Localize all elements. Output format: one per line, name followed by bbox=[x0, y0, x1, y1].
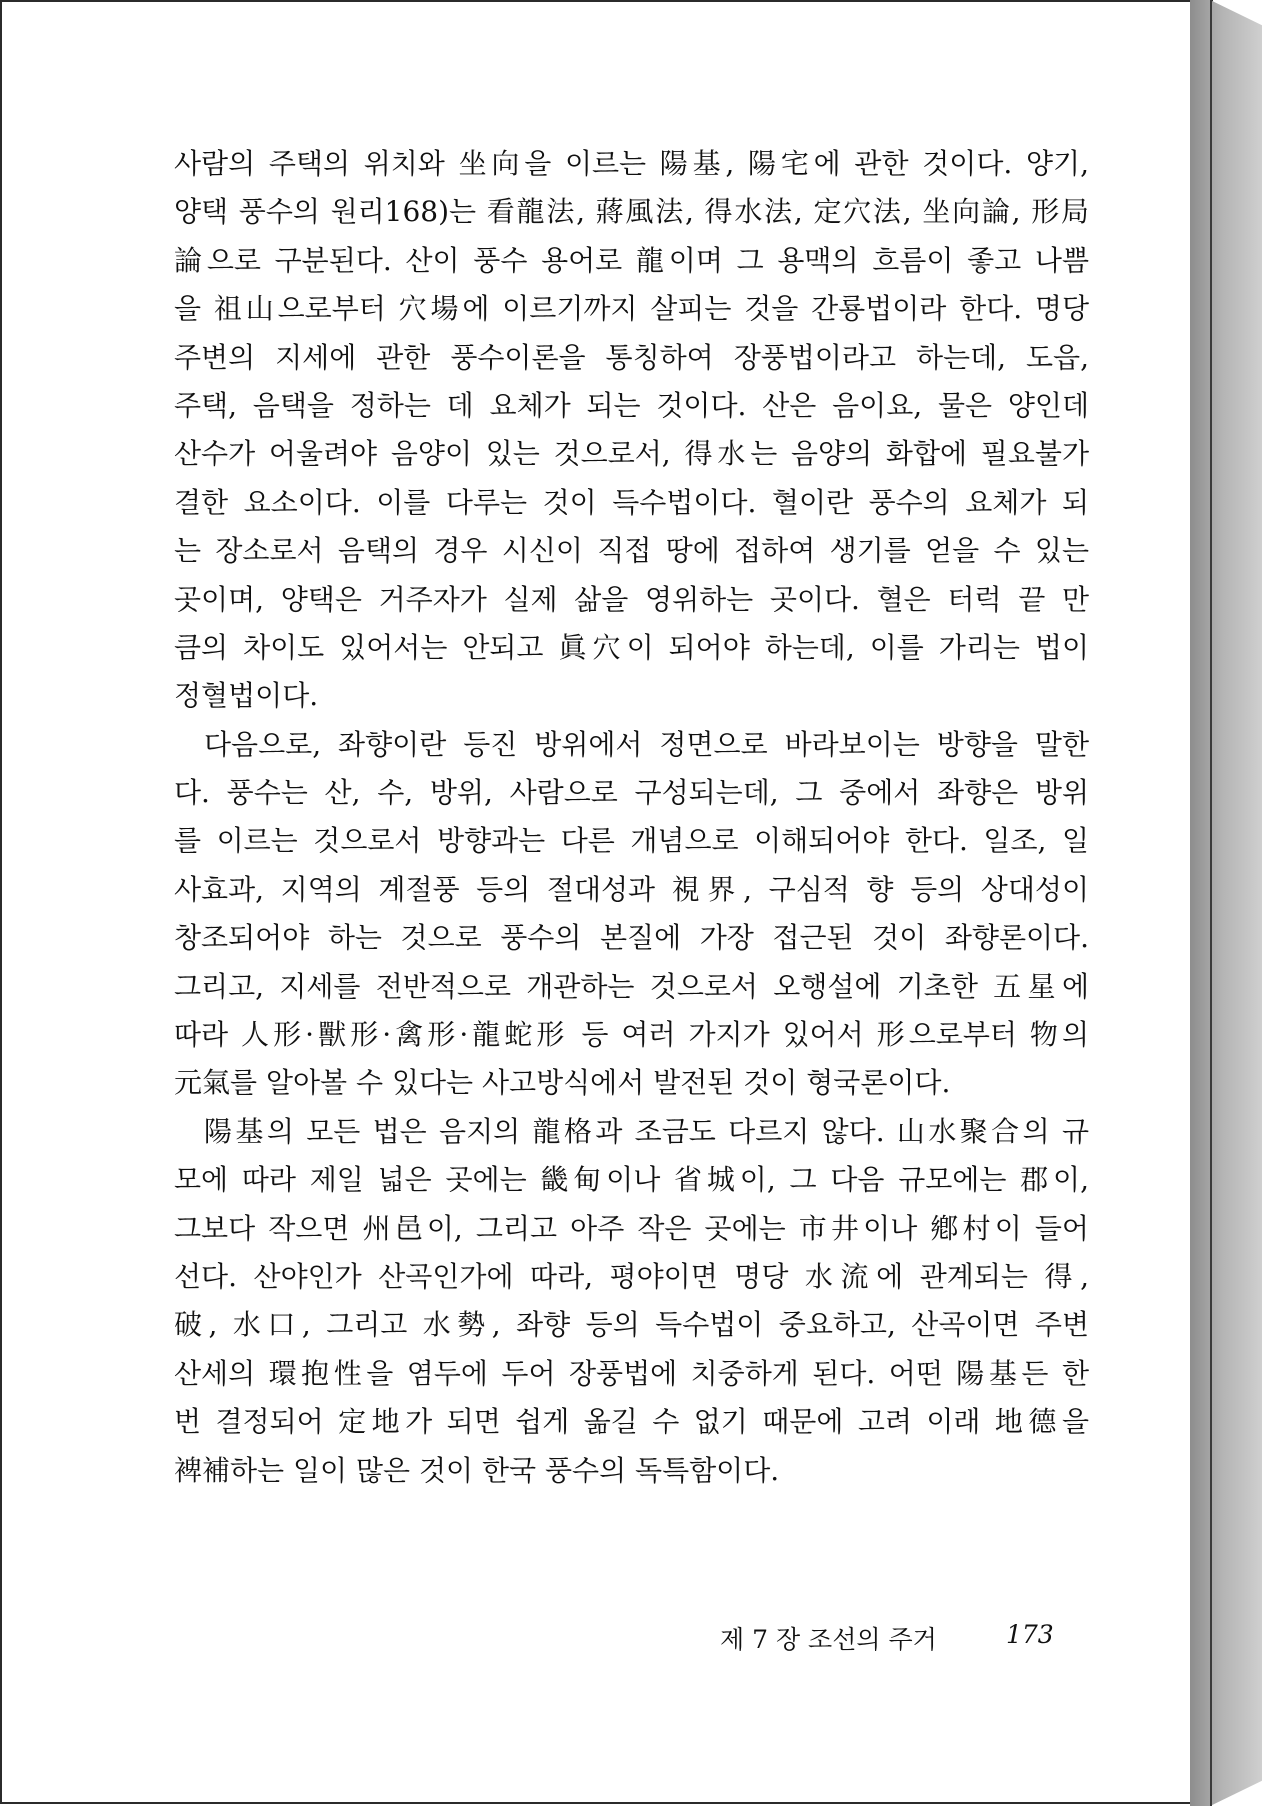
text-line: 선다. 산야인가 산곡인가에 따라, 평야이면 명당 水流에 관계되는 得, bbox=[174, 1259, 1089, 1293]
text-line: 산세의 環抱性을 염두에 두어 장풍법에 치중하게 된다. 어떤 陽基든 한 bbox=[174, 1356, 1089, 1390]
text-line: 주택, 음택을 정하는 데 요체가 되는 것이다. 산은 음이요, 물은 양인데 bbox=[174, 388, 1089, 422]
page-number: 173 bbox=[1006, 1620, 1054, 1649]
text-line: 창조되어야 하는 것으로 풍수의 본질에 가장 접근된 것이 좌향론이다. bbox=[174, 921, 1089, 955]
text-line: 결한 요소이다. 이를 다루는 것이 득수법이다. 혈이란 풍수의 요체가 되 bbox=[174, 485, 1089, 519]
text-line: 陽基의 모든 법은 음지의 龍格과 조금도 다르지 않다. 山水聚合의 규 bbox=[204, 1114, 1089, 1148]
text-line: 주변의 지세에 관한 풍수이론을 통칭하여 장풍법이라고 하는데, 도읍, bbox=[174, 340, 1089, 374]
text-line: 다음으로, 좌향이란 등진 방위에서 정면으로 바라보이는 방향을 말한 bbox=[204, 727, 1089, 761]
text-line: 정혈법이다. bbox=[174, 679, 319, 713]
text-line: 破, 水口, 그리고 水勢, 좌향 등의 득수법이 중요하고, 산곡이면 주변 bbox=[174, 1308, 1089, 1342]
page-edge-line bbox=[1210, 0, 1212, 1806]
page-body bbox=[174, 140, 1089, 1495]
text-line: 다. 풍수는 산, 수, 방위, 사람으로 구성되는데, 그 중에서 좌향은 방위 bbox=[174, 776, 1089, 810]
page-stack-edge bbox=[1190, 0, 1262, 1806]
text-line: 元氣를 알아볼 수 있다는 사고방식에서 발전된 것이 형국론이다. bbox=[174, 1066, 951, 1100]
text-line: 을 祖山으로부터 穴場에 이르기까지 살피는 것을 간룡법이라 한다. 명당 bbox=[174, 292, 1089, 326]
text-line: 사람의 주택의 위치와 坐向을 이르는 陽基, 陽宅에 관한 것이다. 양기, bbox=[174, 147, 1089, 180]
text-line: 큼의 차이도 있어서는 안되고 眞穴이 되어야 하는데, 이를 가리는 법이 bbox=[174, 630, 1089, 664]
text-line: 사효과, 지역의 계절풍 등의 절대성과 視界, 구심적 향 등의 상대성이 bbox=[174, 872, 1089, 906]
text-line: 따라 人形·獸形·禽形·龍蛇形 등 여러 가지가 있어서 形으로부터 物의 bbox=[174, 1018, 1089, 1052]
text-line: 모에 따라 제일 넓은 곳에는 畿甸이나 省城이, 그 다음 규모에는 郡이, bbox=[174, 1163, 1089, 1197]
text-line: 그리고, 지세를 전반적으로 개관하는 것으로서 오행설에 기초한 五星에 bbox=[174, 969, 1089, 1003]
text-line: 論으로 구분된다. 산이 풍수 용어로 龍이며 그 용맥의 흐름이 좋고 나쁨 bbox=[174, 243, 1089, 277]
text-line: 는 장소로서 음택의 경우 시신이 직접 땅에 접하여 생기를 얻을 수 있는 bbox=[174, 534, 1089, 568]
text-line: 를 이르는 것으로서 방향과는 다른 개념으로 이해되어야 한다. 일조, 일 bbox=[174, 824, 1089, 858]
text-line: 그보다 작으면 州邑이, 그리고 아주 작은 곳에는 市井이나 鄕村이 들어 bbox=[174, 1211, 1089, 1245]
text-line: 곳이며, 양택은 거주자가 실제 삶을 영위하는 곳이다. 혈은 터럭 끝 만 bbox=[174, 582, 1089, 616]
text-line: 裨補하는 일이 많은 것이 한국 풍수의 독특함이다. bbox=[174, 1453, 780, 1487]
text-line: 산수가 어울려야 음양이 있는 것으로서, 得水는 음양의 화합에 필요불가 bbox=[174, 437, 1089, 471]
text-line: 양택 풍수의 원리168)는 看龍法, 蔣風法, 得水法, 定穴法, 坐向論, 形局 bbox=[174, 195, 1089, 229]
running-footer-chapter: 제 7 장 조선의 주거 bbox=[720, 1625, 937, 1654]
text-line: 번 결정되어 定地가 되면 쉽게 옮길 수 없기 때문에 고려 이래 地德을 bbox=[174, 1405, 1089, 1439]
